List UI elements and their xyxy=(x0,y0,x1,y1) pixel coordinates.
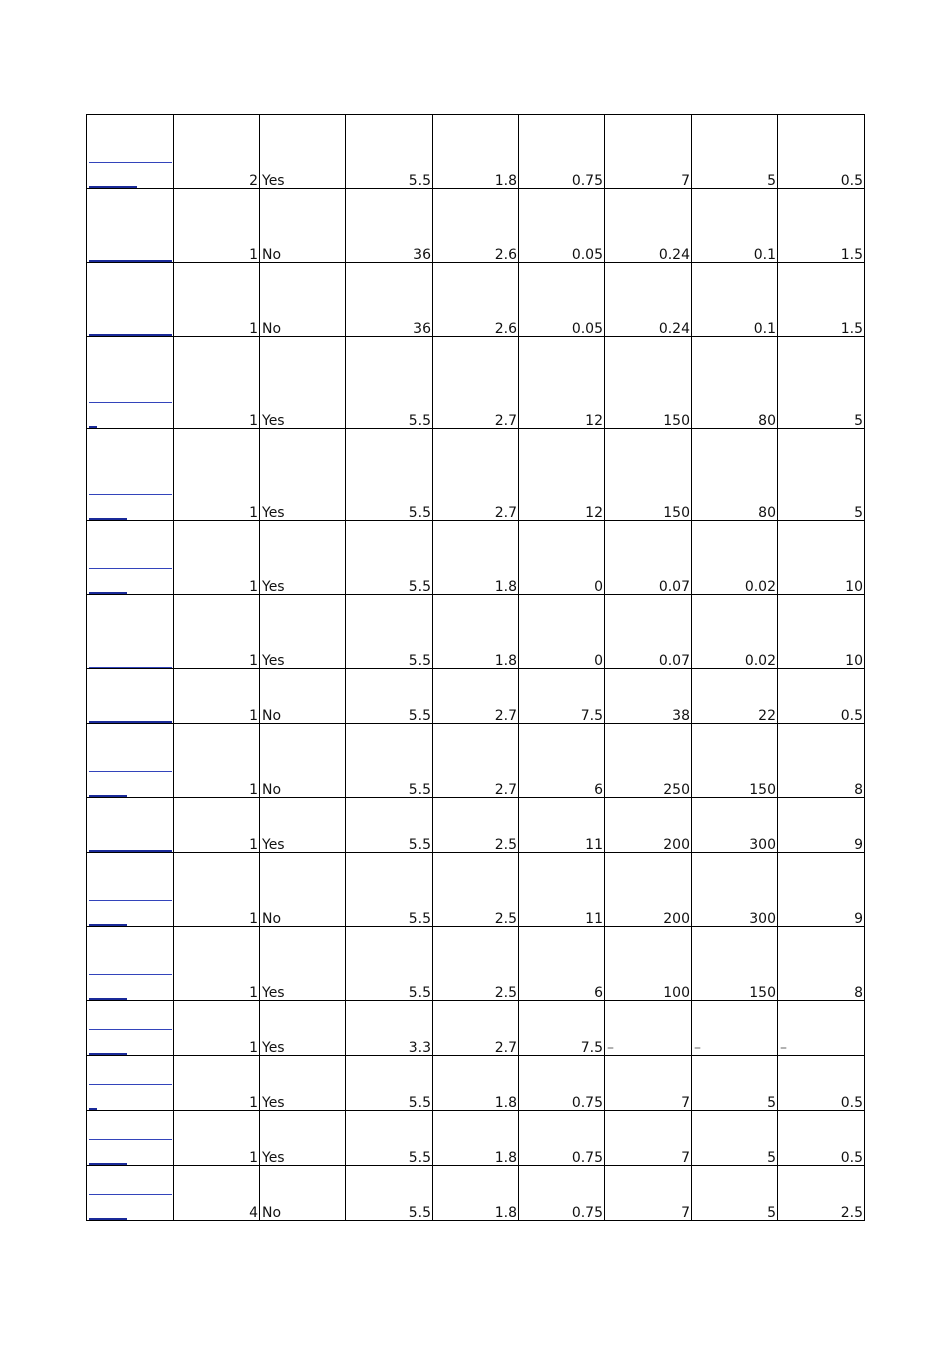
value-cell-3: 11 xyxy=(519,853,605,927)
value-cell-5: 0.1 xyxy=(692,189,778,263)
value-cell-1: 5.5 xyxy=(346,927,433,1001)
count-cell: 2 xyxy=(174,115,260,189)
value-cell-5: 0.1 xyxy=(692,263,778,337)
table-row xyxy=(87,1001,865,1056)
link-underline xyxy=(89,162,172,163)
value-cell-1: 5.5 xyxy=(346,115,433,189)
value-cell-3: 11 xyxy=(519,798,605,853)
value-cell-5: 300 xyxy=(692,853,778,927)
value-cell-4: 250 xyxy=(605,724,692,798)
flag-cell: Yes xyxy=(260,115,346,189)
value-cell-6: 0.5 xyxy=(778,1111,865,1166)
link-underline xyxy=(89,1139,172,1140)
value-cell-2: 1.8 xyxy=(433,1111,519,1166)
flag-cell: Yes xyxy=(260,429,346,521)
flag-cell: No xyxy=(260,263,346,337)
value-cell-6: 8 xyxy=(778,927,865,1001)
count-cell: 1 xyxy=(174,189,260,263)
row-link[interactable] xyxy=(89,771,172,797)
value-cell-2: 2.7 xyxy=(433,1001,519,1056)
row-link[interactable] xyxy=(89,1084,172,1110)
value-cell-2: 1.8 xyxy=(433,521,519,595)
value-cell-6: 10 xyxy=(778,595,865,669)
value-cell-5: 150 xyxy=(692,724,778,798)
value-cell-5: – xyxy=(692,1001,778,1056)
value-cell-1: 5.5 xyxy=(346,595,433,669)
row-link-cell[interactable] xyxy=(87,595,174,669)
row-link[interactable] xyxy=(89,568,172,594)
value-cell-6: 1.5 xyxy=(778,263,865,337)
flag-cell: No xyxy=(260,669,346,724)
table-row xyxy=(87,115,865,189)
value-cell-5: 300 xyxy=(692,798,778,853)
value-cell-1: 5.5 xyxy=(346,1056,433,1111)
value-cell-4: 7 xyxy=(605,115,692,189)
value-cell-2: 2.5 xyxy=(433,798,519,853)
value-cell-4: 200 xyxy=(605,853,692,927)
value-cell-3: 7.5 xyxy=(519,1001,605,1056)
value-cell-5: 150 xyxy=(692,927,778,1001)
value-cell-3: 0.75 xyxy=(519,1111,605,1166)
value-cell-6: 8 xyxy=(778,724,865,798)
row-link-cell[interactable] xyxy=(87,263,174,337)
value-cell-1: 5.5 xyxy=(346,669,433,724)
value-cell-1: 5.5 xyxy=(346,798,433,853)
value-cell-2: 1.8 xyxy=(433,1166,519,1221)
table-row xyxy=(87,521,865,595)
link-underline xyxy=(89,974,172,975)
count-cell: 1 xyxy=(174,429,260,521)
value-cell-5: 5 xyxy=(692,1166,778,1221)
value-cell-6: 0.5 xyxy=(778,1056,865,1111)
table-row xyxy=(87,1111,865,1166)
row-link-cell[interactable] xyxy=(87,669,174,724)
row-link-cell[interactable] xyxy=(87,927,174,1001)
value-cell-3: 0.05 xyxy=(519,263,605,337)
count-cell: 1 xyxy=(174,798,260,853)
count-cell: 1 xyxy=(174,1111,260,1166)
table-row xyxy=(87,927,865,1001)
data-table xyxy=(86,114,865,1221)
value-cell-6: – xyxy=(778,1001,865,1056)
table-row xyxy=(87,798,865,853)
value-cell-4: – xyxy=(605,1001,692,1056)
row-link-cell[interactable] xyxy=(87,189,174,263)
value-cell-2: 2.7 xyxy=(433,337,519,429)
row-link-cell[interactable] xyxy=(87,429,174,521)
value-cell-3: 7.5 xyxy=(519,669,605,724)
value-cell-2: 2.5 xyxy=(433,853,519,927)
value-cell-3: 0.75 xyxy=(519,115,605,189)
row-link-cell[interactable] xyxy=(87,1001,174,1056)
row-link[interactable] xyxy=(89,494,172,520)
row-link[interactable] xyxy=(89,1029,172,1055)
row-link-cell[interactable] xyxy=(87,1056,174,1111)
link-underline xyxy=(89,900,172,901)
link-underline xyxy=(89,568,172,569)
value-cell-2: 1.8 xyxy=(433,595,519,669)
flag-cell: No xyxy=(260,1166,346,1221)
row-link[interactable] xyxy=(89,402,172,428)
row-link-cell[interactable] xyxy=(87,798,174,853)
value-cell-4: 7 xyxy=(605,1056,692,1111)
value-cell-2: 2.6 xyxy=(433,189,519,263)
link-underline xyxy=(89,1194,172,1195)
count-cell: 1 xyxy=(174,521,260,595)
value-cell-3: 6 xyxy=(519,724,605,798)
value-cell-1: 36 xyxy=(346,189,433,263)
table-row xyxy=(87,337,865,429)
value-cell-5: 5 xyxy=(692,115,778,189)
row-link-cell[interactable] xyxy=(87,1166,174,1221)
table-row xyxy=(87,263,865,337)
value-cell-4: 200 xyxy=(605,798,692,853)
row-link[interactable] xyxy=(89,1139,172,1165)
count-cell: 1 xyxy=(174,1056,260,1111)
link-underline xyxy=(89,402,172,403)
row-link-cell[interactable] xyxy=(87,1111,174,1166)
value-cell-6: 5 xyxy=(778,337,865,429)
value-cell-2: 2.6 xyxy=(433,263,519,337)
value-cell-3: 12 xyxy=(519,429,605,521)
value-cell-1: 5.5 xyxy=(346,1166,433,1221)
row-link-cell[interactable] xyxy=(87,337,174,429)
value-cell-6: 5 xyxy=(778,429,865,521)
value-cell-3: 0.75 xyxy=(519,1166,605,1221)
row-link-cell[interactable] xyxy=(87,521,174,595)
value-cell-4: 150 xyxy=(605,429,692,521)
value-cell-1: 5.5 xyxy=(346,724,433,798)
table-row xyxy=(87,669,865,724)
flag-cell: No xyxy=(260,853,346,927)
value-cell-6: 0.5 xyxy=(778,669,865,724)
value-cell-3: 6 xyxy=(519,927,605,1001)
flag-cell: Yes xyxy=(260,798,346,853)
value-cell-4: 100 xyxy=(605,927,692,1001)
value-cell-3: 0.05 xyxy=(519,189,605,263)
count-cell: 1 xyxy=(174,724,260,798)
count-cell: 1 xyxy=(174,1001,260,1056)
value-cell-4: 7 xyxy=(605,1166,692,1221)
value-cell-4: 0.07 xyxy=(605,595,692,669)
value-cell-1: 5.5 xyxy=(346,521,433,595)
value-cell-3: 0 xyxy=(519,595,605,669)
value-cell-3: 0.75 xyxy=(519,1056,605,1111)
count-cell: 1 xyxy=(174,595,260,669)
link-underline xyxy=(89,1218,127,1220)
value-cell-2: 2.7 xyxy=(433,669,519,724)
flag-cell: No xyxy=(260,724,346,798)
value-cell-6: 9 xyxy=(778,853,865,927)
count-cell: 1 xyxy=(174,853,260,927)
row-link[interactable] xyxy=(89,900,172,926)
value-cell-5: 5 xyxy=(692,1056,778,1111)
value-cell-5: 22 xyxy=(692,669,778,724)
row-link-cell[interactable] xyxy=(87,115,174,189)
value-cell-2: 1.8 xyxy=(433,115,519,189)
table-row xyxy=(87,853,865,927)
value-cell-3: 0 xyxy=(519,521,605,595)
value-cell-6: 10 xyxy=(778,521,865,595)
table-body xyxy=(87,115,865,1221)
count-cell: 1 xyxy=(174,263,260,337)
value-cell-1: 5.5 xyxy=(346,853,433,927)
flag-cell: No xyxy=(260,189,346,263)
flag-cell: Yes xyxy=(260,1111,346,1166)
value-cell-5: 5 xyxy=(692,1111,778,1166)
flag-cell: Yes xyxy=(260,337,346,429)
link-underline xyxy=(89,494,172,495)
value-cell-5: 0.02 xyxy=(692,595,778,669)
table-row xyxy=(87,724,865,798)
table-row xyxy=(87,189,865,263)
value-cell-1: 5.5 xyxy=(346,337,433,429)
count-cell: 4 xyxy=(174,1166,260,1221)
value-cell-5: 80 xyxy=(692,429,778,521)
row-link-cell[interactable] xyxy=(87,724,174,798)
flag-cell: Yes xyxy=(260,927,346,1001)
flag-cell: Yes xyxy=(260,595,346,669)
flag-cell: Yes xyxy=(260,1001,346,1056)
table-row xyxy=(87,595,865,669)
flag-cell: Yes xyxy=(260,1056,346,1111)
value-cell-1: 5.5 xyxy=(346,1111,433,1166)
value-cell-3: 12 xyxy=(519,337,605,429)
row-link[interactable] xyxy=(89,162,172,188)
link-underline xyxy=(89,1084,172,1085)
table-row xyxy=(87,1056,865,1111)
link-underline xyxy=(89,1029,172,1030)
count-cell: 1 xyxy=(174,337,260,429)
table-row xyxy=(87,429,865,521)
table-row xyxy=(87,1166,865,1221)
row-link[interactable] xyxy=(89,1194,172,1220)
value-cell-2: 1.8 xyxy=(433,1056,519,1111)
value-cell-6: 2.5 xyxy=(778,1166,865,1221)
value-cell-2: 2.7 xyxy=(433,724,519,798)
value-cell-6: 9 xyxy=(778,798,865,853)
value-cell-6: 1.5 xyxy=(778,189,865,263)
value-cell-4: 7 xyxy=(605,1111,692,1166)
value-cell-1: 36 xyxy=(346,263,433,337)
flag-cell: Yes xyxy=(260,521,346,595)
value-cell-4: 38 xyxy=(605,669,692,724)
value-cell-4: 0.24 xyxy=(605,263,692,337)
value-cell-2: 2.5 xyxy=(433,927,519,1001)
value-cell-5: 0.02 xyxy=(692,521,778,595)
value-cell-6: 0.5 xyxy=(778,115,865,189)
value-cell-1: 3.3 xyxy=(346,1001,433,1056)
count-cell: 1 xyxy=(174,669,260,724)
link-underline xyxy=(89,771,172,772)
count-cell: 1 xyxy=(174,927,260,1001)
value-cell-2: 2.7 xyxy=(433,429,519,521)
value-cell-4: 150 xyxy=(605,337,692,429)
value-cell-1: 5.5 xyxy=(346,429,433,521)
row-link-cell[interactable] xyxy=(87,853,174,927)
value-cell-4: 0.07 xyxy=(605,521,692,595)
value-cell-5: 80 xyxy=(692,337,778,429)
value-cell-4: 0.24 xyxy=(605,189,692,263)
row-link[interactable] xyxy=(89,974,172,1000)
